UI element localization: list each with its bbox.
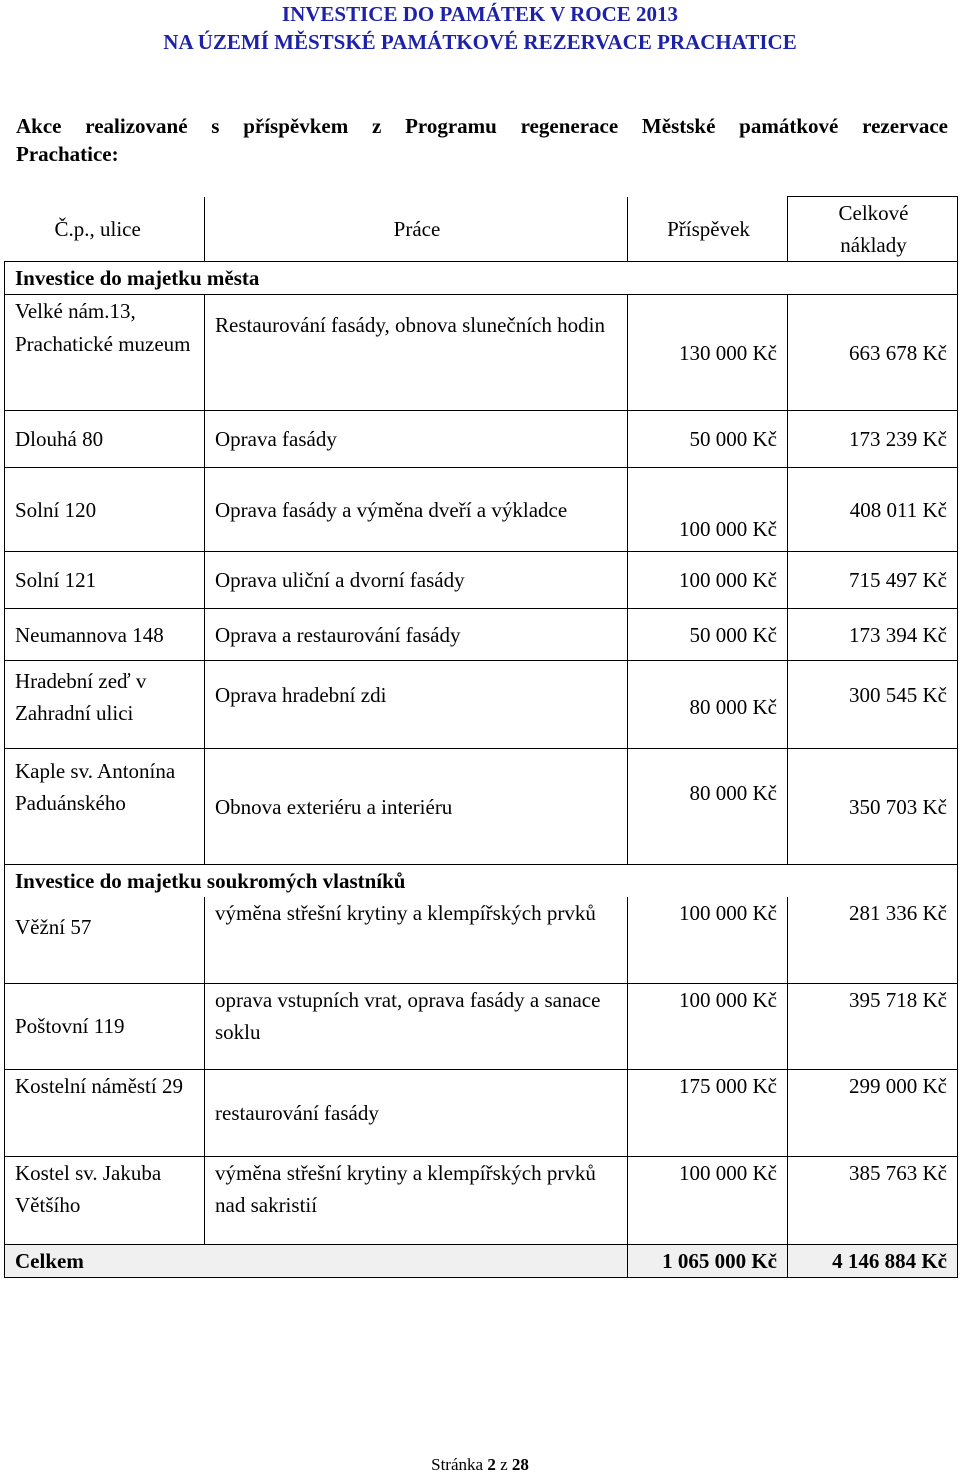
cell-address: Neumannova 148 [5, 609, 205, 661]
cell-work: výměna střešní krytiny a klempířských prvků [205, 897, 628, 983]
table-row [5, 983, 958, 1069]
cell-contribution: 50 000 Kč [628, 609, 788, 661]
header-contribution: Příspěvek [628, 197, 788, 262]
cell-contribution: 80 000 Kč [628, 749, 788, 865]
section-private-label: Investice do majetku soukromých vlastníků [5, 865, 958, 898]
footer-prefix: Stránka [431, 1455, 484, 1474]
cell-total: 663 678 Kč [788, 295, 958, 411]
intro-text-cont: Prachatice: [16, 142, 119, 166]
page-title-line2: NA ÚZEMÍ MĚSTSKÉ PAMÁTKOVÉ REZERVACE PRACHATICE [163, 30, 797, 54]
header-total [788, 197, 958, 262]
cell-work: Oprava hradební zdi [205, 661, 628, 749]
cell-work: Oprava fasády [205, 411, 628, 468]
intro-text: Akce realizované s příspěvkem z Programu regenerace Městské památkové rezervace [16, 114, 948, 138]
cell-work: Oprava a restaurování fasády [205, 609, 628, 661]
cell-work: oprava vstupních vrat, oprava fasády a sanace soklu [205, 983, 628, 1069]
footer-pages: 28 [511, 1455, 529, 1474]
cell-contribution: 130 000 Kč [628, 295, 788, 411]
table-row [5, 411, 958, 468]
cell-address: Kostel sv. Jakuba Většího [5, 1156, 205, 1244]
table-row [5, 609, 958, 661]
cell-contribution: 100 000 Kč [628, 983, 788, 1069]
section-city-row [5, 262, 958, 295]
cell-address: Hradební zeď v Zahradní ulici [5, 661, 205, 749]
cell-contribution: 50 000 Kč [628, 411, 788, 468]
table-row [5, 1156, 958, 1244]
cell-address: Kaple sv. Antonína Paduánského [5, 749, 205, 865]
total-costs: 4 146 884 Kč [788, 1244, 958, 1277]
investment-table [4, 196, 958, 1278]
total-label: Celkem [5, 1244, 628, 1277]
cell-address: Dlouhá 80 [5, 411, 205, 468]
cell-work: Obnova exteriéru a interiéru [205, 749, 628, 865]
footer-page: 2 [487, 1455, 496, 1474]
cell-total: 395 718 Kč [788, 983, 958, 1069]
table-row [5, 552, 958, 609]
cell-total: 300 545 Kč [788, 661, 958, 749]
cell-contribution: 80 000 Kč [628, 661, 788, 749]
cell-contribution: 100 000 Kč [628, 468, 788, 552]
cell-total: 173 394 Kč [788, 609, 958, 661]
table-row [5, 661, 958, 749]
page-footer [0, 1455, 960, 1475]
cell-address: Kostelní náměstí 29 [5, 1069, 205, 1156]
cell-address: Solní 121 [5, 552, 205, 609]
cell-work: restaurování fasády [205, 1069, 628, 1156]
total-contribution: 1 065 000 Kč [628, 1244, 788, 1277]
section-private-row [5, 865, 958, 898]
total-row [5, 1244, 958, 1277]
header-total-l1: Celkové [838, 201, 909, 225]
cell-address: Poštovní 119 [5, 983, 205, 1069]
cell-total: 281 336 Kč [788, 897, 958, 983]
cell-work: Restaurování fasády, obnova slunečních hodin [205, 295, 628, 411]
cell-address: Solní 120 [5, 468, 205, 552]
table-row [5, 1069, 958, 1156]
cell-total: 715 497 Kč [788, 552, 958, 609]
cell-total: 385 763 Kč [788, 1156, 958, 1244]
cell-work: výměna střešní krytiny a klempířských prvků nad sakristií [205, 1156, 628, 1244]
table-row [5, 897, 958, 983]
table-row [5, 749, 958, 865]
cell-contribution: 100 000 Kč [628, 897, 788, 983]
cell-address: Velké nám.13, Prachatické muzeum [5, 295, 205, 411]
cell-total: 350 703 Kč [788, 749, 958, 865]
table-header-row [5, 197, 958, 262]
footer-sep: z [500, 1455, 508, 1474]
cell-address: Věžní 57 [5, 897, 205, 983]
cell-contribution: 175 000 Kč [628, 1069, 788, 1156]
header-address: Č.p., ulice [5, 197, 205, 262]
header-work: Práce [205, 197, 628, 262]
table-row [5, 295, 958, 411]
cell-total: 173 239 Kč [788, 411, 958, 468]
cell-contribution: 100 000 Kč [628, 1156, 788, 1244]
cell-contribution: 100 000 Kč [628, 552, 788, 609]
cell-total: 299 000 Kč [788, 1069, 958, 1156]
cell-work: Oprava fasády a výměna dveří a výkladce [205, 468, 628, 552]
cell-total: 408 011 Kč [788, 468, 958, 552]
table-row [5, 468, 958, 552]
cell-work: Oprava uliční a dvorní fasády [205, 552, 628, 609]
page-title-line1: INVESTICE DO PAMÁTEK V ROCE 2013 [281, 2, 679, 26]
section-city-label: Investice do majetku města [5, 262, 958, 295]
header-total-l2: náklady [840, 233, 907, 257]
